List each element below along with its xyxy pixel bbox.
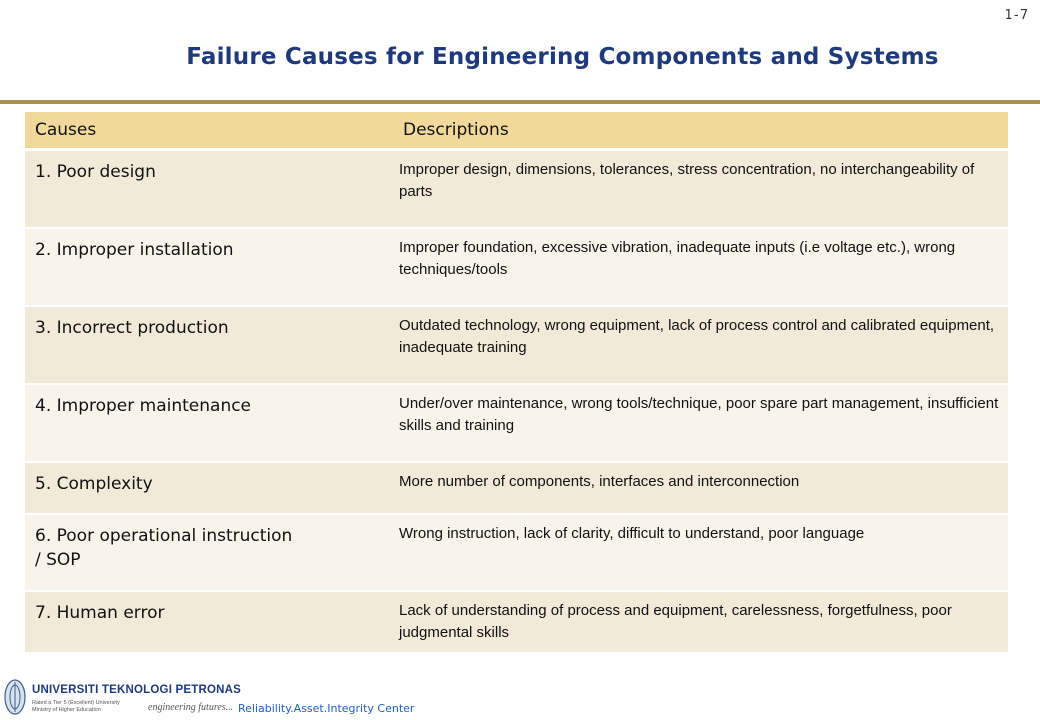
description-cell: Lack of understanding of process and equipment, carelessness, forgetfulness, poor judgmental skills xyxy=(393,591,1008,653)
footer xyxy=(0,675,1040,720)
description-cell: More number of components, interfaces and interconnection xyxy=(393,462,1008,514)
table-row xyxy=(25,514,1008,591)
table-header-row xyxy=(25,112,1008,150)
cause-text: 2. Improper installation xyxy=(35,239,234,260)
table-row xyxy=(25,228,1008,306)
university-name: UNIVERSITI TEKNOLOGI PETRONAS xyxy=(32,684,241,696)
cause-cell xyxy=(25,462,393,514)
description-cell: Wrong instruction, lack of clarity, difficult to understand, poor language xyxy=(393,514,1008,591)
title-divider xyxy=(0,100,1040,104)
header-descriptions: Descriptions xyxy=(393,112,1008,150)
causes-table xyxy=(25,112,1008,654)
cause-text: 7. Human error xyxy=(35,602,165,623)
cause-cell xyxy=(25,514,393,591)
table-row xyxy=(25,306,1008,384)
cause-text: 4. Improper maintenance xyxy=(35,395,252,416)
cause-cell xyxy=(25,591,393,653)
cause-text: 5. Complexity xyxy=(35,473,153,494)
header-causes: Causes xyxy=(25,112,393,150)
description-cell: Under/over maintenance, wrong tools/technique, poor spare part management, insufficient skills and training xyxy=(393,384,1008,462)
description-cell: Improper design, dimensions, tolerances, stress concentration, no interchangeability of parts xyxy=(393,150,1008,228)
table-row xyxy=(25,462,1008,514)
university-tagline: engineering futures... xyxy=(148,702,234,713)
cause-text: 3. Incorrect production xyxy=(35,317,229,338)
page-number: 1-7 xyxy=(1004,8,1028,23)
table-row xyxy=(25,384,1008,462)
rating-line-1: Rated a Tier 5 (Excellent) University xyxy=(32,700,120,706)
table-row xyxy=(25,591,1008,653)
cause-cell xyxy=(25,384,393,462)
center-name: Reliability.Asset.Integrity Center xyxy=(238,702,415,715)
description-cell: Outdated technology, wrong equipment, lack of process control and calibrated equipment, inadequate training xyxy=(393,306,1008,384)
cause-cell xyxy=(25,150,393,228)
cause-cell xyxy=(25,228,393,306)
slide-title: Failure Causes for Engineering Components and Systems xyxy=(186,44,939,70)
description-cell: Improper foundation, excessive vibration, inadequate inputs (i.e voltage etc.), wrong techniques/tools xyxy=(393,228,1008,306)
university-logo-icon xyxy=(4,679,26,715)
table-row xyxy=(25,150,1008,228)
cause-text: 6. Poor operational instruction / SOP xyxy=(35,525,293,570)
rating-line-2: Ministry of Higher Education xyxy=(32,707,101,713)
cause-cell xyxy=(25,306,393,384)
university-rating xyxy=(32,700,120,714)
cause-text: 1. Poor design xyxy=(35,162,156,182)
